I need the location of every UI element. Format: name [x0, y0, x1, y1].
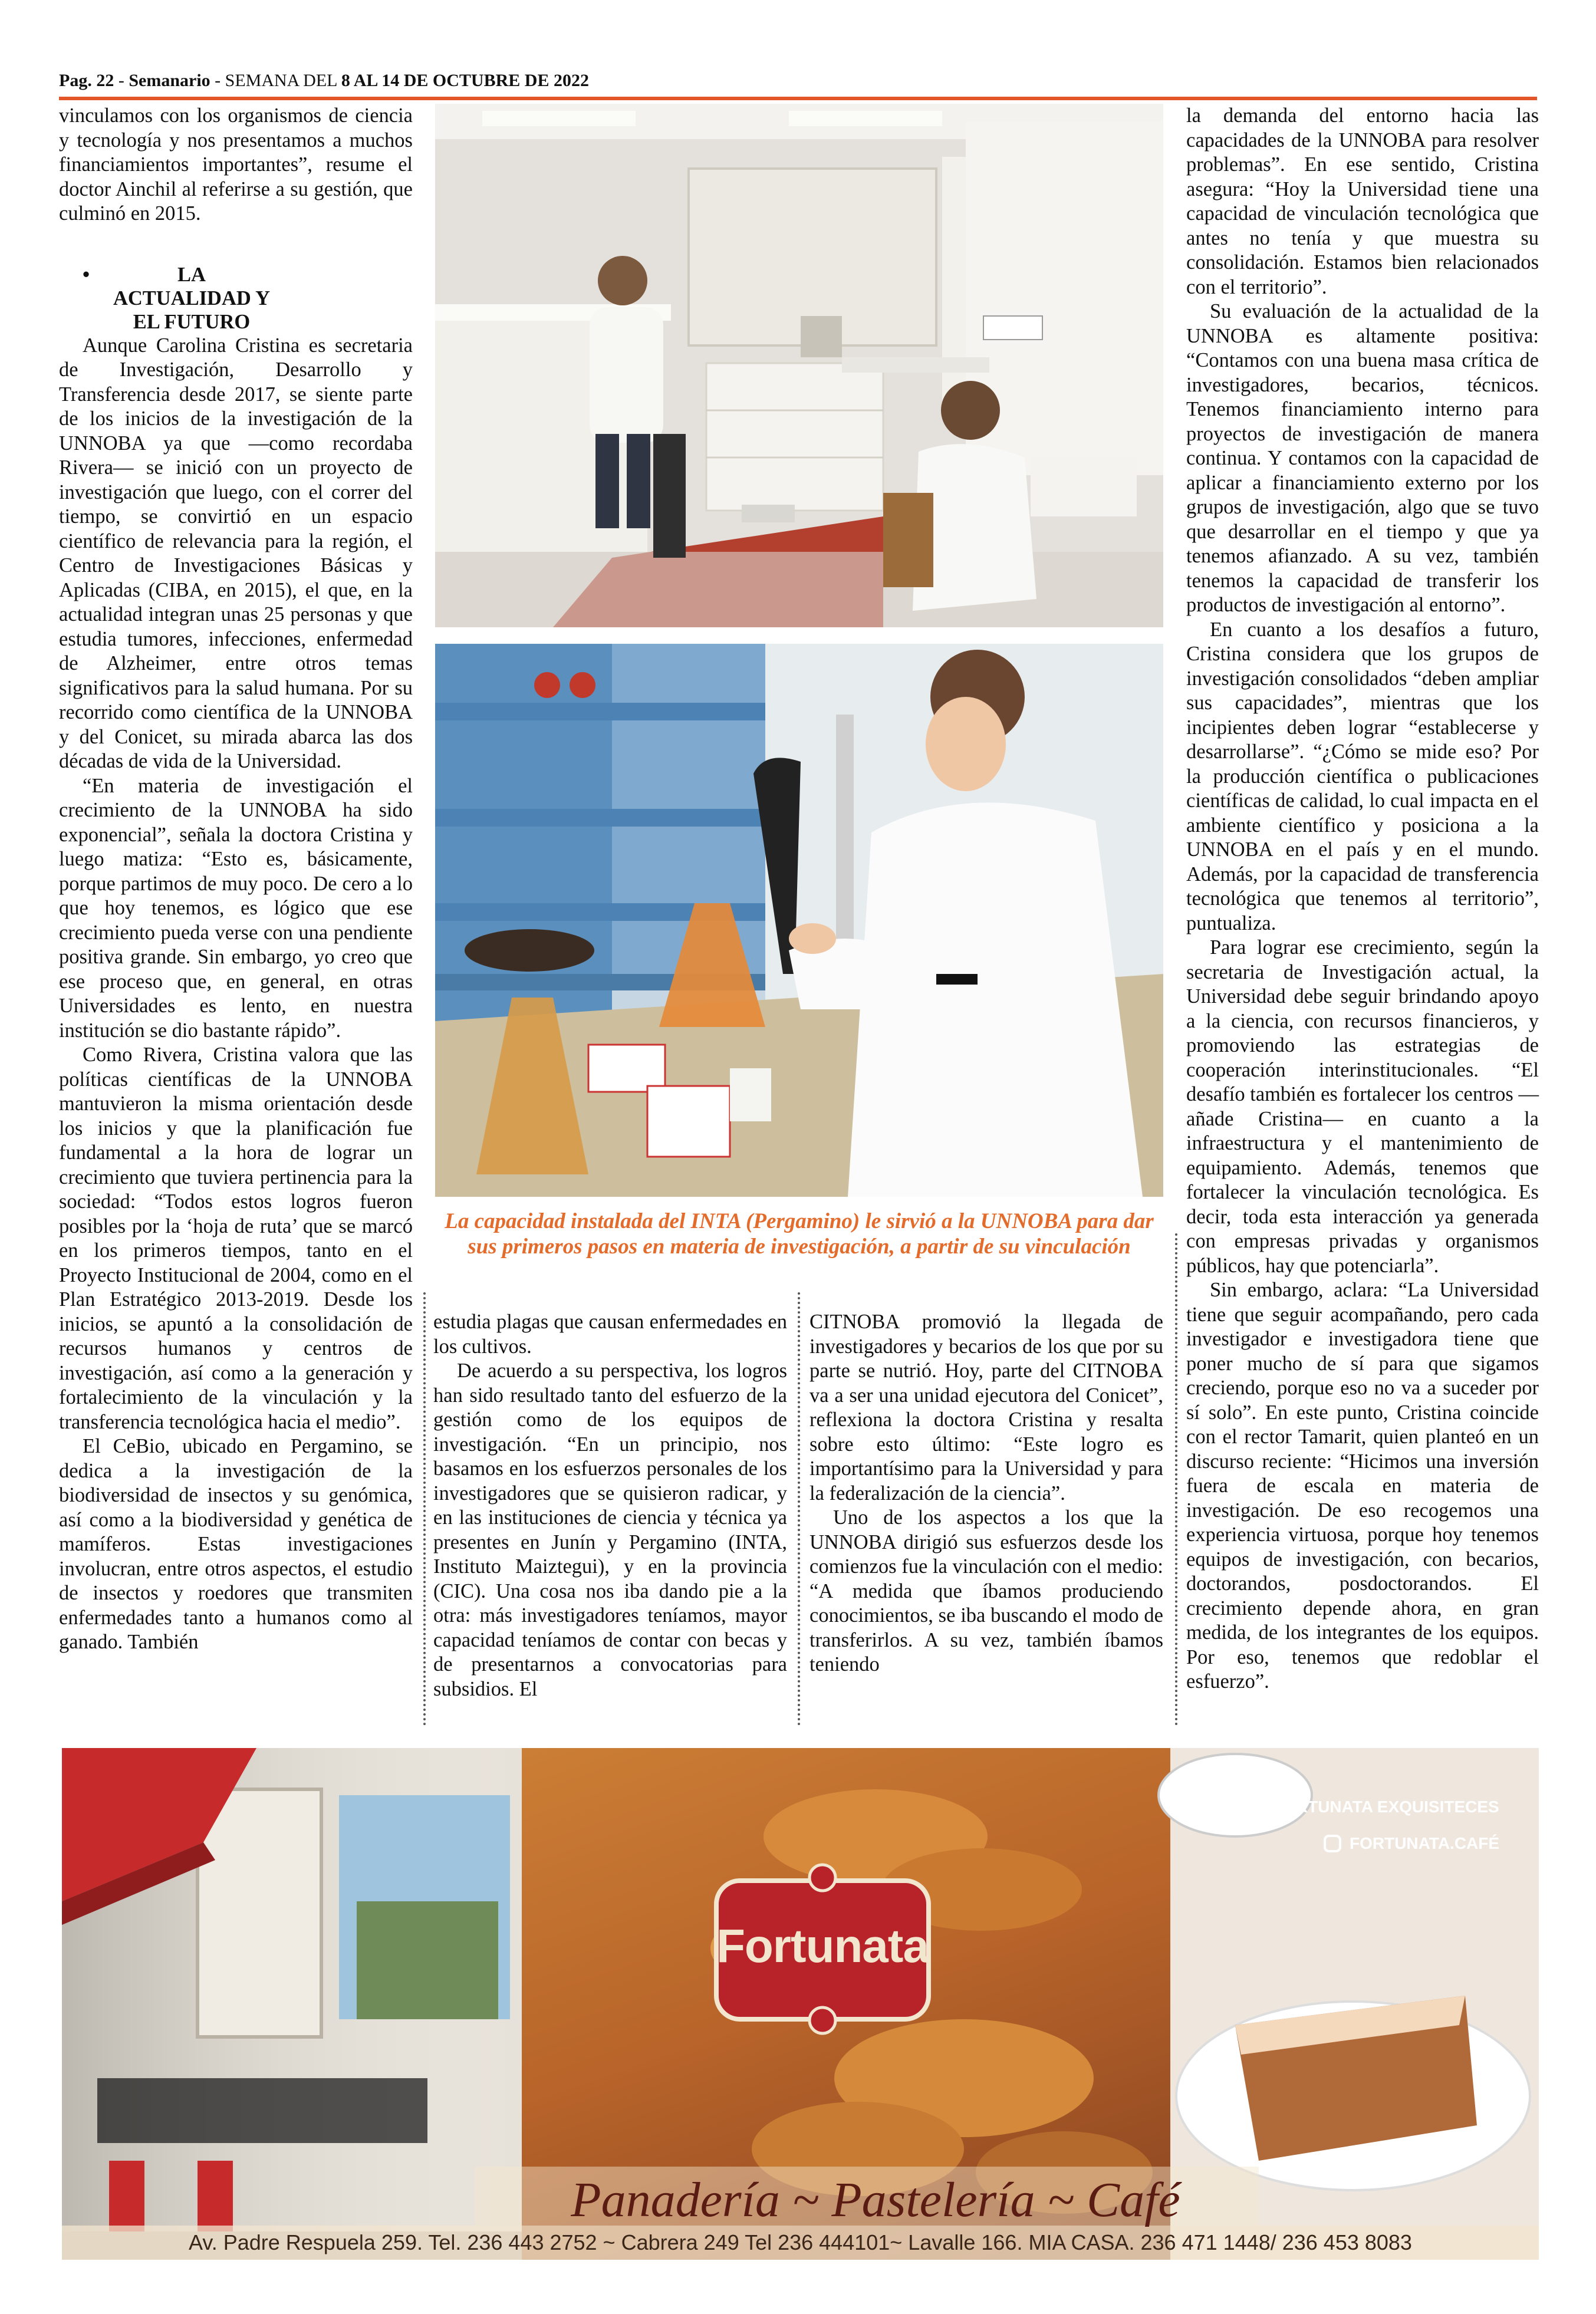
paragraph: estudia plagas que causan enfermedades en los cultivos. — [433, 1311, 787, 1358]
paper-name: Semanario — [129, 71, 210, 90]
paragraph: “En materia de investigación el crecimiento de la UNNOBA ha sido exponencial”, señala la doctora Cristina y luego matiza: “Esto es, básicamente, porque partimos de muy poco. De cero a lo que hoy tenemos, es lógico que ese crecimiento pueda verse con una pendiente positiva grande. Sin embargo, yo creo que ese proceso que, en general, en otras Universidades es lento, en nuestra institución se dio bastante rápido”. — [59, 774, 413, 1042]
column-divider — [798, 1292, 800, 1726]
instagram-icon — [1324, 1835, 1341, 1852]
fortunata-advertisement — [62, 1748, 1539, 2260]
article-column-2 — [433, 1310, 787, 1701]
article-column-4 — [1186, 104, 1539, 1694]
paragraph: El CeBio, ubicado en Pergamino, se dedica a la investigación de la biodiversidad de insectos y su genómica, así como a la biodiversidad y genética de mamíferos. Estas investigaciones involucran, entre otros aspectos, el estudio de insectos y roedores que transmiten enfermedades tanto a humanos como al ganado. También — [59, 1435, 413, 1653]
paragraph: Sin embargo, aclara: “La Universidad tiene que seguir acompañando, pero cada investigador e investigadora tiene que poner mucho de sí para que sigamos creciendo, porque eso no va a suceder por sí solo”. En este punto, Cristina coincide con el rector Tamarit, quien planteó en un discurso reciente: “Hicimos una inversión fuera de escala en materia de investigación. De eso recogemos una experiencia virtuosa, porque hoy tenemos equipos de investigación, con becarios, doctorandos, posdoctorandos. El crecimiento depende ahora, en gran medida, de los integrantes de los equipos. Por eso, tenemos que redoblar el esfuerzo”. — [1186, 1279, 1539, 1693]
paragraph: Como Rivera, Cristina valora que las políticas científicas de la UNNOBA mantuvieron la misma orientación desde los inicios y que la planificación fue fundamental a la hora de lograr un crecimiento que tuviera pertinencia para la sociedad: “Todos estos logros fueron posibles por la ‘hoja de ruta’ que se marcó en los primeros tiempos, tanto en el Proyecto Institucional de 2004, como en el Plan Estratégico 2013-2019. Desde los inicios, se apuntó a la consolidación de recursos humanos y centros de investigación, así como a la generación y fortalecimiento de la vinculación y la transferencia tecnológica hacia el medio”. — [59, 1044, 413, 1433]
page-header — [59, 66, 1537, 96]
paragraph: En cuanto a los desafíos a futuro, Cristina considera que los grupos de investigación consolidados “deben ampliar sus capacidades”, mientras que los incipientes deben lograr “establecerse y desarrollarse”. “¿Cómo se mide eso? Por la producción científica o publicaciones científicas de calidad, lo cual impacta en el ambiente científico y posiciona a la UNNOBA en el país y en el mundo. Además, por la capacidad de transferencia tecnológica que tenemos al territorio”, puntualiza. — [1186, 618, 1539, 934]
paragraph: CITNOBA promovió la llegada de investigadores y becarios de los que por su parte se nutrió. Hoy, parte del CITNOBA va a ser una unidad ejecutora del Conicet”, reflexiona la doctora Cristina y resalta sobre esto último: “Este logro es importantísimo para la Universidad y para la federalización de la ciencia”. — [809, 1311, 1163, 1505]
week-prefix: - SEMANA DEL — [210, 71, 341, 90]
ad-tagline: Panadería ~ Pastelería ~ Café — [571, 2173, 1180, 2227]
paragraph: De acuerdo a su perspectiva, los logros han sido resultado tanto del esfuerzo de la gestión como de los equipos de investigación. “En un principio, nos basamos en los esfuerzos personales de los investigadores que se quisieron radicar, y en las instituciones de ciencia y técnica ya presentes en Junín y Pergamino (INTA, Instituto Maiztegui), y en la provincia (CIC). Una cosa nos iba dando pie a la otra: más investigadores teníamos, mayor capacidad teníamos de contar con becas y de presentarnos a convocatorias para subsidios. El — [433, 1360, 787, 1700]
ad-addresses: Av. Padre Respuela 259. Tel. 236 443 2752 ~ Cabrera 249 Tel 236 444101~ Lavalle 166. MIA CASA. 236 471 1448/ 236 453 8083 — [189, 2230, 1412, 2254]
lab-photo-top-image — [435, 104, 1163, 627]
paragraph: Aunque Carolina Cristina es secretaria de Investigación, Desarrollo y Transferencia desde 2017, se siente parte de los inicios de la investigación de la UNNOBA ya que —como recordaba Rivera— se inició con un proyecto de investigación que luego, con el correr del tiempo, se convirtió en un espacio científico de relevancia para la región, el Centro de Investigaciones Básicas y Aplicadas (CIBA, en 2015), el que, en la actualidad integran unas 25 personas y que estudia tumores, infecciones, enfermedad de Alzheimer, entre otros temas significativos para la salud humana. Por su recorrido como científica de la UNNOBA y del Conicet, su mirada abarca las dos décadas de vida de la Universidad. — [59, 334, 413, 772]
article-column-3 — [809, 1310, 1163, 1677]
instagram-handle-1: FORTUNATA EXQUISITECES — [1247, 1794, 1499, 1820]
paragraph: vinculamos con los organismos de ciencia y tecnología y nos presentamos a muchos financiamientos importantes”, resume el doctor Ainchil al referirse a su gestión, que culminó en 2015. — [59, 104, 413, 225]
lab-photo-bottom — [435, 644, 1163, 1197]
paragraph: Su evaluación de la actualidad de la UNNOBA es altamente positiva: “Contamos con una buena masa crítica de investigadores, becarios, técnicos. Tenemos financiamiento interno para proyectos de investigación de manera continua. Y contamos con la capacidad de aplicar a financiamiento externo por los grupos de investigación, algo que se tuvo que desarrollar en el tiempo y que ya tenemos afianzado. A su vez, también tenemos la capacidad de transferir los productos de investigación al entorno”. — [1186, 300, 1539, 616]
column-divider — [423, 1292, 426, 1726]
photo-caption: La capacidad instalada del INTA (Pergamino) le sirvió a la UNNOBA para dar sus primeros pasos en materia de investigación, a partir de su vinculación — [445, 1209, 1154, 1259]
lab-photo-top — [435, 104, 1163, 627]
section-subhead — [59, 263, 413, 334]
lab-photo-bottom-image — [435, 644, 1163, 1197]
paragraph: la demanda del entorno hacia las capacidades de la UNNOBA para resolver problemas”. En ese sentido, Cristina asegura: “Hoy la Universidad tiene una capacidad de vinculación tecnológica que antes no tenía y que muestra su consolidación. Estamos bien relacionados con el territorio”. — [1186, 104, 1539, 298]
subhead-text: LA ACTUALIDAD Y EL FUTURO — [113, 263, 271, 333]
column-divider — [1175, 1233, 1177, 1726]
week-dates: 8 AL 14 DE OCTUBRE DE 2022 — [341, 71, 589, 90]
header-separator: - — [114, 71, 129, 90]
header-rule — [59, 97, 1537, 100]
page-number: Pag. 22 — [59, 71, 114, 90]
paragraph: Para lograr ese crecimiento, según la secretaria de Investigación actual, la Universidad debe seguir brindando apoyo a la ciencia, con recursos financieros, y promoviendo las estrategias de cooperación interinstitucionales. “El desafío también es fortalecer los centros —añade Cristina— en cuanto a la infraestructura y el mantenimiento de equipamiento. Además, tenemos que fortalecer la vinculación tecnológica. Es decir, toda esta interacción ya generada con empresas privadas y organismos públicos, hay que potenciarla”. — [1186, 936, 1539, 1277]
bullet-icon: • — [83, 263, 90, 286]
instagram-handle-2: FORTUNATA.CAFÉ — [1324, 1831, 1499, 1857]
article-column-1 — [59, 104, 413, 1655]
paragraph: Uno de los aspectos a los que la UNNOBA dirigió sus esfuerzos desde los comienzos fue la vinculación con el medio: “A medida que íbamos produciendo conocimientos, se iba buscando el modo de transferirlos. A su vez, también íbamos teniendo — [809, 1506, 1163, 1676]
brand-logo-text: Fortunata — [716, 1920, 929, 1972]
instagram-icon — [1247, 1798, 1265, 1816]
